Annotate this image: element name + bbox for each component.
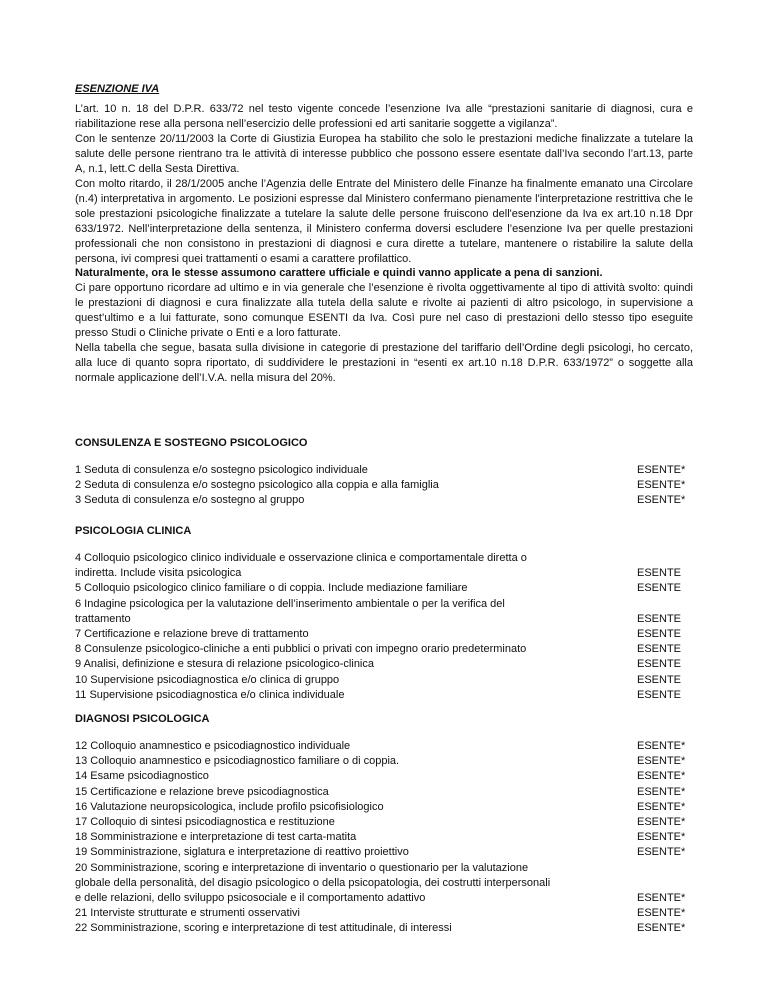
section-consulenza xyxy=(75,436,693,509)
service-row xyxy=(75,657,693,672)
intro-paragraph: L’art. 10 n. 18 del D.P.R. 633/72 nel testo vigente concede l’esenzione Iva alle “prestazioni sanitarie di diagnosi, cura e riabilitazione rese alla persona nell’esercizio delle professioni ed arti sanitarie soggette a vigilanza”. xyxy=(75,103,693,130)
service-label: 15 Certificazione e relazione breve psicodiagnostica xyxy=(75,785,329,798)
service-list xyxy=(75,463,693,509)
section-diagnosi xyxy=(75,712,693,937)
service-label: 7 Certificazione e relazione breve di trattamento xyxy=(75,628,309,641)
service-row xyxy=(75,921,693,936)
service-label: 6 Indagine psicologica per la valutazione dell’inserimento ambientale o per la verifica del trattamento xyxy=(75,597,505,625)
vat-status: ESENTE* xyxy=(637,800,686,813)
vat-status: ESENTE xyxy=(637,582,682,595)
service-label: 2 Seduta di consulenza e/o sostegno psicologico alla coppia e alla famiglia xyxy=(75,479,439,492)
vat-status: ESENTE xyxy=(637,688,682,701)
service-row xyxy=(75,688,693,703)
service-row xyxy=(75,906,693,921)
vat-status: ESENTE* xyxy=(637,740,686,752)
service-label: 12 Colloquio anamnestico e psicodiagnostico individuale xyxy=(75,740,351,752)
service-row xyxy=(75,845,693,860)
service-row xyxy=(75,769,693,784)
vat-status: ESENTE* xyxy=(637,831,686,844)
section-heading: CONSULENZA E SOSTEGNO PSICOLOGICO xyxy=(75,437,308,449)
vat-status: ESENTE* xyxy=(637,479,686,492)
intro-paragraph: Nella tabella che segue, basata sulla divisione in categorie di prestazione del tariffario dell’Ordine degli psicologi, ho cercato, alla luce di quanto sopra riportato, di suddividere le prestazioni in “esenti ex art.10 n.18 D.P.R. 633/1972” o soggette alla normale applicazione dell’I.V.A. nella misura del 20%. xyxy=(75,342,693,385)
vat-status: ESENTE* xyxy=(637,907,686,920)
service-label: 16 Valutazione neuropsicologica, include profilo psicofisiologico xyxy=(75,800,384,813)
service-row xyxy=(75,627,693,642)
service-row xyxy=(75,597,693,627)
service-label: 18 Somministrazione e interpretazione di test carta-matita xyxy=(75,831,357,844)
service-row xyxy=(75,785,693,800)
vat-status: ESENTE* xyxy=(637,464,686,476)
service-label: 5 Colloquio psicologico clinico familiare o di coppia. Include mediazione familiare xyxy=(75,582,468,595)
vat-status: ESENTE xyxy=(637,658,682,671)
service-label: 3 Seduta di consulenza e/o sostegno al gruppo xyxy=(75,494,305,507)
intro-paragraph: Con le sentenze 20/11/2003 la Corte di Giustizia Europea ha stabilito che solo le prestazioni mediche finalizzate a tutelare la salute delle persone rientrano tra le attività di interesse pubblico che possono essere esentate dall’Iva secondo l’art.13, parte A, n.1, lett.C della Sesta Direttiva. xyxy=(75,132,693,175)
vat-status: ESENTE* xyxy=(637,494,686,507)
intro-paragraph-bold: Naturalmente, ora le stesse assumono carattere ufficiale e quindi vanno applicate a pena di sanzioni. xyxy=(75,267,603,280)
intro-paragraph: Ci pare opportuno ricordare ad ultimo e in via generale che l’esenzione è rivolta oggettivamente al tipo di attività svolto: quindi le prestazioni di diagnosi e cura finalizzate alla tutela della salute e rivolte ai pazienti di altro psicologo, in supervisione a quest’ultimo e a lui fatturate, sono comunque ESENTI da Iva. Così pure nel caso di prestazioni dello stesso tipo eseguite presso Studi o Cliniche private o Enti e a loro fatturate. xyxy=(75,282,693,340)
service-label: 13 Colloquio anamnestico e psicodiagnostico familiare o di coppia. xyxy=(75,755,400,768)
vat-status: ESENTE* xyxy=(637,922,686,935)
service-label: 10 Supervisione psicodiagnostica e/o clinica di gruppo xyxy=(75,673,340,686)
vat-status: ESENTE xyxy=(637,643,682,656)
service-row xyxy=(75,815,693,830)
service-label: 8 Consulenze psicologico-cliniche a enti pubblici o privati con impegno orario predeterminato xyxy=(75,643,527,656)
service-row xyxy=(75,478,693,493)
service-row xyxy=(75,551,693,581)
service-label: 14 Esame psicodiagnostico xyxy=(75,770,209,783)
service-row xyxy=(75,861,693,907)
service-row xyxy=(75,463,693,478)
vat-status: ESENTE* xyxy=(637,816,686,829)
page-title: ESENZIONE IVA xyxy=(75,83,160,95)
service-row xyxy=(75,493,693,508)
service-row xyxy=(75,673,693,688)
service-list xyxy=(75,739,693,937)
service-row xyxy=(75,830,693,845)
vat-status: ESENTE xyxy=(637,673,682,686)
vat-status: ESENTE* xyxy=(637,755,686,768)
section-heading: DIAGNOSI PSICOLOGICA xyxy=(75,713,210,725)
service-row xyxy=(75,754,693,769)
vat-status: ESENTE xyxy=(637,567,682,580)
service-row xyxy=(75,581,693,596)
service-label: 11 Supervisione psicodiagnostica e/o clinica individuale xyxy=(75,688,345,701)
vat-status: ESENTE* xyxy=(637,892,686,905)
service-row xyxy=(75,642,693,657)
vat-status: ESENTE xyxy=(637,612,682,625)
intro-paragraph: Con molto ritardo, il 28/1/2005 anche l’Agenzia delle Entrate del Ministero delle Finanze ha finalmente emanato una Circolare (n.4) interpretativa in argomento. Le posizioni espresse dal Ministero confermano pienamente l'interpretazione restrittiva che le sole prestazioni psicologiche finalizzate a tutelare la salute delle persone fruiscono dell'esenzione da Iva ex art.10 n.18 Dpr 633/1972. Nell’interpretazione della sentenza, il Ministero conferma doversi escludere l’esenzione Iva per quelle prestazioni professionali che non consistono in prestazioni di diagnosi e cura dirette a tutelare, mantenere o ristabilire la salute della persona, ivi compresi quei trattamenti o esami a carattere profilattico. xyxy=(75,177,693,265)
service-label: 4 Colloquio psicologico clinico individuale e osservazione clinica e comportamentale diretta o indiretta. Include visita psicologica xyxy=(75,552,527,580)
service-label: 20 Somministrazione, scoring e interpretazione di inventario o questionario per la valutazione globale della personalità, del disagio psicologico o della psicopatologia, dei costrutti interpersonali e delle relazioni, dello sviluppo psicosociale e il comportamento adattivo xyxy=(75,861,551,905)
vat-status: ESENTE* xyxy=(637,785,686,798)
service-label: 9 Analisi, definizione e stesura di relazione psicologico-clinica xyxy=(75,658,374,671)
section-heading: PSICOLOGIA CLINICA xyxy=(75,525,192,537)
intro-text xyxy=(75,102,693,386)
section-psicologia-clinica xyxy=(75,524,693,703)
service-list xyxy=(75,551,693,703)
document-intro-block xyxy=(75,82,693,386)
service-label: 17 Colloquio di sintesi psicodiagnostica e restituzione xyxy=(75,816,335,829)
service-label: 1 Seduta di consulenza e/o sostegno psicologico individuale xyxy=(75,464,368,476)
vat-status: ESENTE xyxy=(637,628,682,641)
service-row xyxy=(75,739,693,754)
service-label: 22 Somministrazione, scoring e interpretazione di test attitudinale, di interessi xyxy=(75,922,452,935)
service-row xyxy=(75,800,693,815)
vat-status: ESENTE* xyxy=(637,770,686,783)
service-label: 21 Interviste strutturate e strumenti osservativi xyxy=(75,907,300,920)
vat-status: ESENTE* xyxy=(637,846,686,859)
service-label: 19 Somministrazione, siglatura e interpretazione di reattivo proiettivo xyxy=(75,846,409,859)
